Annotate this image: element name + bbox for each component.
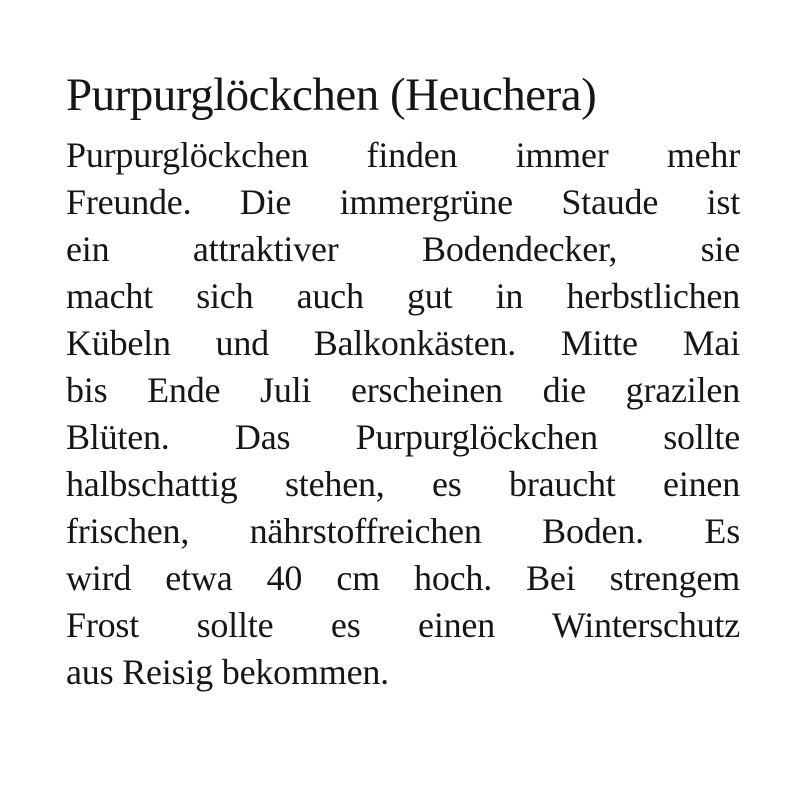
article-title: Purpurglöckchen (Heuchera) [66,69,597,121]
article-line: Freunde. Die immergrüne Staude ist [66,182,740,223]
article-line: frischen, nährstoffreichen Boden. Es [66,511,740,552]
article-line: macht sich auch gut in herbstlichen [66,276,740,317]
article-line: halbschattig stehen, es braucht einen [66,464,740,505]
article-line: aus Reisig bekommen. [66,652,389,693]
article-line: ein attraktiver Bodendecker, sie [66,229,740,270]
article [66,68,740,696]
article-line: Kübeln und Balkonkästen. Mitte Mai [66,323,740,364]
article-line: Frost sollte es einen Winterschutz [66,605,740,646]
article-line: wird etwa 40 cm hoch. Bei strengem [66,558,740,599]
article-line: Blüten. Das Purpurglöckchen sollte [66,417,740,458]
article-line: bis Ende Juli erscheinen die grazilen [66,370,740,411]
article-line: Purpurglöckchen finden immer mehr [66,135,740,176]
